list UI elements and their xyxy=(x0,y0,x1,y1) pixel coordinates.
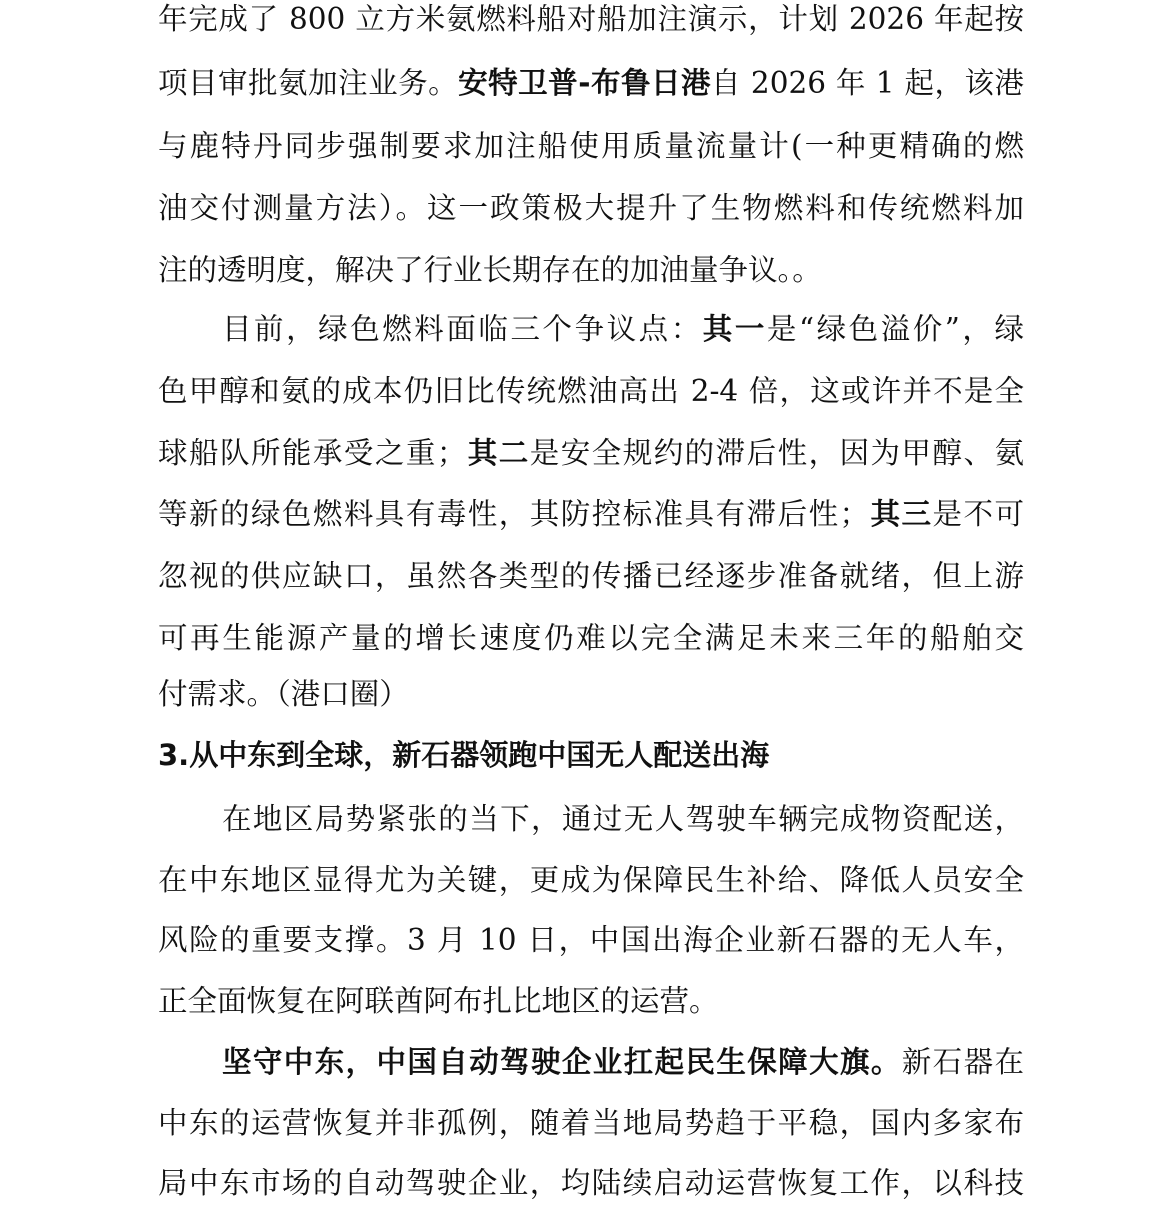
bold-text-span: 安特卫普-布鲁日港 xyxy=(458,66,712,100)
text-span: 目前，绿色燃料面临三个争议点： xyxy=(222,312,703,346)
text-line xyxy=(158,849,1024,911)
text-span: 付需求。（港口圈） xyxy=(158,677,409,711)
text-line xyxy=(158,483,1024,545)
text-line xyxy=(158,115,1024,177)
text-span: 在中东地区显得尤为关键，更成为保障民生补给、降低人员安全 xyxy=(158,863,1024,897)
bold-text-span: 其三 xyxy=(869,497,933,531)
section-heading xyxy=(158,724,1024,786)
text-span: 正全面恢复在阿联酋阿布扎比地区的运营。 xyxy=(158,984,719,1018)
text-line xyxy=(158,663,1024,725)
text-line xyxy=(158,239,1024,301)
text-span: 注的透明度，解决了行业长期存在的加油量争议。。 xyxy=(158,253,822,287)
text-span: 新石器在 xyxy=(901,1045,1024,1079)
text-span: 与鹿特丹同步强制要求加注船使用质量流量计(一种更精确的燃 xyxy=(158,129,1024,163)
text-line xyxy=(158,52,1024,114)
text-span: 是不可 xyxy=(932,497,1024,531)
text-span: 风险的重要支撑。3 月 10 日，中国出海企业新石器的无人车， xyxy=(158,923,1024,957)
text-span: 等新的绿色燃料具有毒性，其防控标准具有滞后性； xyxy=(158,497,870,531)
text-span: 色甲醇和氨的成本仍旧比传统燃油高出 2-4 倍，这或许并不是全 xyxy=(158,374,1024,408)
text-line xyxy=(158,360,1024,422)
text-line xyxy=(158,1152,1024,1214)
text-span: 是“绿色溢价”，绿 xyxy=(766,312,1024,346)
text-span: 年完成了 800 立方米氨燃料船对船加注演示，计划 2026 年起按 xyxy=(158,2,1024,36)
text-line xyxy=(158,0,1024,50)
text-line xyxy=(158,298,1024,360)
bold-text-span: 其二 xyxy=(466,436,530,470)
text-line xyxy=(158,970,1024,1032)
text-span: 在地区局势紧张的当下，通过无人驾驶车辆完成物资配送， xyxy=(222,802,1024,836)
text-span: 项目审批氨加注业务。 xyxy=(158,66,459,100)
text-line xyxy=(158,1092,1024,1154)
text-span: 可再生能源产量的增长速度仍难以完全满足未来三年的船舶交 xyxy=(158,621,1024,655)
text-line xyxy=(158,909,1024,971)
text-line xyxy=(158,177,1024,239)
text-span: 局中东市场的自动驾驶企业，均陆续启动运营恢复工作，以科技 xyxy=(158,1166,1024,1200)
text-line xyxy=(158,607,1024,669)
text-span: 自 2026 年 1 起，该港 xyxy=(711,66,1024,100)
text-span: 是安全规约的滞后性，因为甲醇、氨 xyxy=(529,436,1024,470)
text-span: 油交付测量方法）。这一政策极大提升了生物燃料和传统燃料加 xyxy=(158,191,1024,225)
text-line xyxy=(158,422,1024,484)
text-span: 忽视的供应缺口，虽然各类型的传播已经逐步准备就绪，但上游 xyxy=(158,559,1024,593)
text-line xyxy=(158,788,1024,850)
text-span: 球船队所能承受之重； xyxy=(158,436,467,470)
heading-text: 3.从中东到全球，新石器领跑中国无人配送出海 xyxy=(158,738,770,772)
text-line xyxy=(158,545,1024,607)
bold-text-span: 坚守中东，中国自动驾驶企业扛起民生保障大旗。 xyxy=(222,1045,902,1079)
text-line xyxy=(158,1031,1024,1093)
text-span: 中东的运营恢复并非孤例，随着当地局势趋于平稳，国内多家布 xyxy=(158,1106,1024,1140)
bold-text-span: 其一 xyxy=(702,312,767,346)
